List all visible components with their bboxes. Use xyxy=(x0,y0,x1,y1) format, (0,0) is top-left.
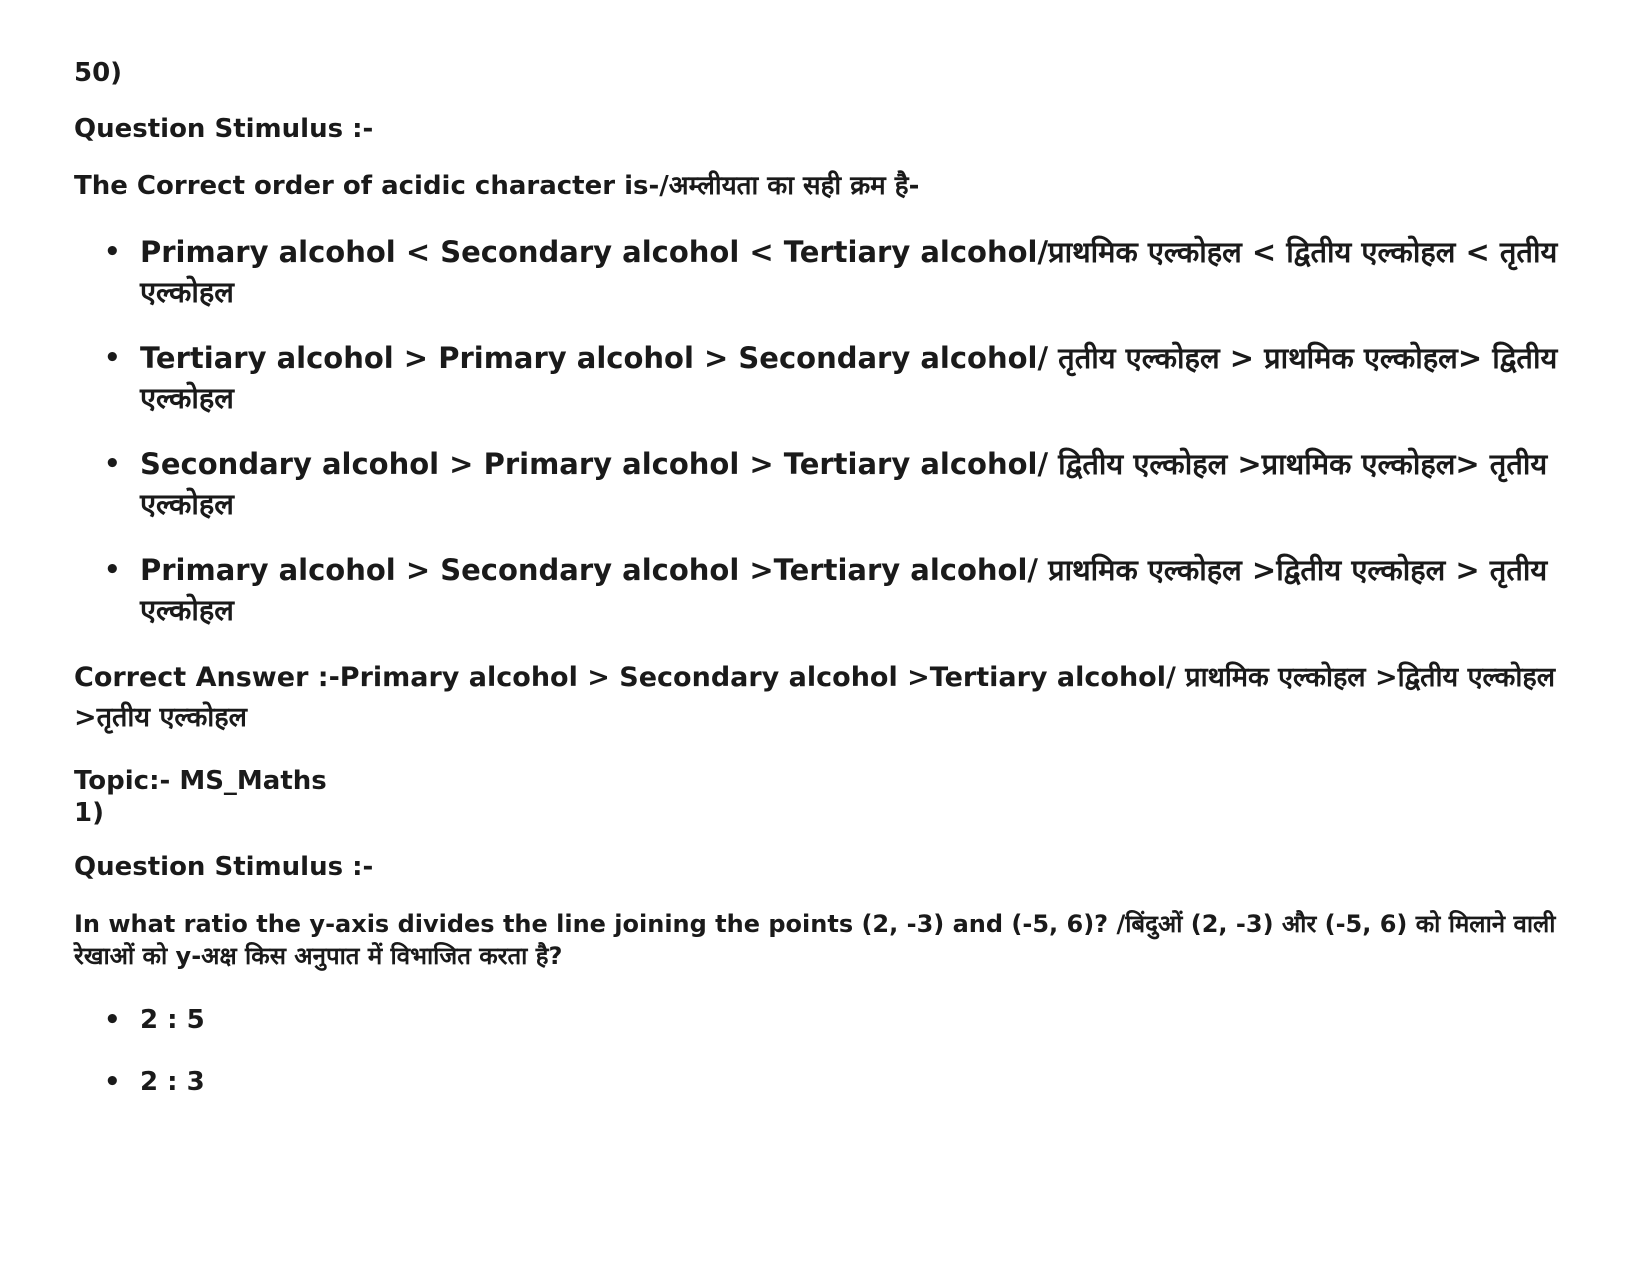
question-number: 50) xyxy=(74,58,123,88)
question-stimulus-text: In what ratio the y-axis divides the line joining the points (2, -3) and (-5, 6)? /बिंदुओं (2, -3) और (-5, 6) को मिलाने वाली रेखाओं को y-अक्ष किस अनुपात में विभाजित करता है? xyxy=(74,910,1556,970)
question-stimulus-label: Question Stimulus :- xyxy=(74,852,374,882)
bullet-icon: • xyxy=(104,449,121,479)
option-text: Primary alcohol < Secondary alcohol < Tertiary alcohol/प्राथमिक एल्कोहल < द्वितीय एल्कोहल < तृतीय एल्कोहल xyxy=(140,235,1558,309)
bullet-icon: • xyxy=(104,237,121,267)
option-text: 2 : 5 xyxy=(140,1005,205,1035)
correct-answer: Correct Answer :-Primary alcohol > Secondary alcohol >Tertiary alcohol/ प्राथमिक एल्कोहल >द्वितीय एल्कोहल >तृतीय एल्कोहल xyxy=(74,662,1556,733)
option-text: 2 : 3 xyxy=(140,1067,205,1097)
question-number: 1) xyxy=(74,798,104,828)
option-text: Secondary alcohol > Primary alcohol > Tertiary alcohol/ द्वितीय एल्कोहल >प्राथमिक एल्कोहल> तृतीय एल्कोहल xyxy=(140,447,1548,521)
bullet-icon: • xyxy=(104,343,121,373)
option-text: Primary alcohol > Secondary alcohol >Tertiary alcohol/ प्राथमिक एल्कोहल >द्वितीय एल्कोहल > तृतीय एल्कोहल xyxy=(140,553,1548,627)
question-stimulus-text: The Correct order of acidic character is-/अम्लीयता का सही क्रम है- xyxy=(74,171,920,201)
topic-label: Topic:- MS_Maths xyxy=(74,766,327,796)
bullet-icon: • xyxy=(104,555,121,585)
bullet-icon: • xyxy=(104,1067,121,1097)
bullet-icon: • xyxy=(104,1005,121,1035)
question-stimulus-label: Question Stimulus :- xyxy=(74,114,374,144)
option-text: Tertiary alcohol > Primary alcohol > Secondary alcohol/ तृतीय एल्कोहल > प्राथमिक एल्कोहल> द्वितीय एल्कोहल xyxy=(140,341,1558,415)
